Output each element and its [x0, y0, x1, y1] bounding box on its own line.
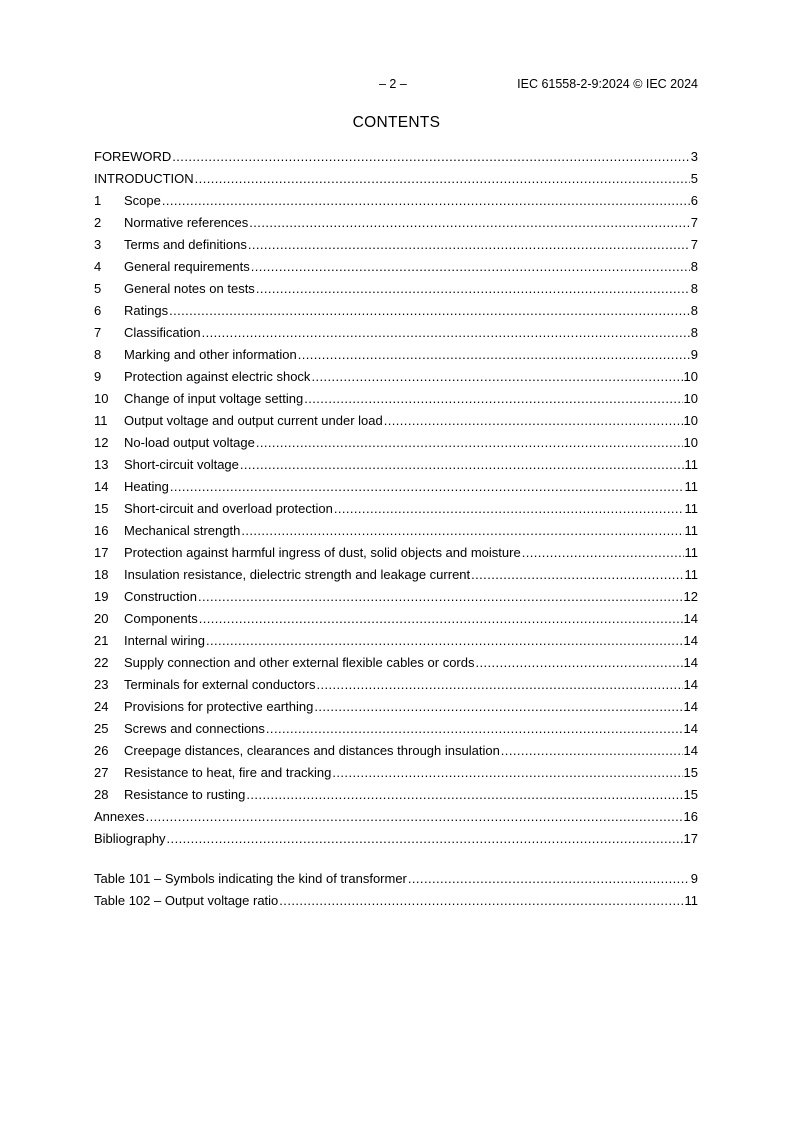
toc-entry[interactable]	[94, 498, 698, 520]
toc-entry-label: Resistance to heat, fire and tracking	[124, 765, 332, 780]
toc-entry[interactable]	[94, 366, 698, 388]
toc-entry[interactable]	[94, 146, 698, 168]
dot-leader	[384, 410, 683, 432]
document-identifier: IEC 61558-2-9:2024 © IEC 2024	[517, 77, 698, 91]
dot-leader	[199, 608, 683, 630]
page-reference: 5	[690, 171, 698, 186]
dot-leader	[279, 890, 683, 912]
toc-entry-number: 15	[94, 501, 109, 516]
toc-entry-label: Components	[124, 611, 198, 626]
dot-leader	[172, 146, 689, 168]
toc-entry-number: 27	[94, 765, 109, 780]
dot-leader	[202, 322, 690, 344]
toc-entry-number: 23	[94, 677, 109, 692]
toc-entry[interactable]	[94, 454, 698, 476]
toc-entry-label: Resistance to rusting	[124, 787, 246, 802]
dot-leader	[408, 868, 690, 890]
toc-entry-label: Insulation resistance, dielectric strength and leakage current	[124, 567, 471, 582]
page-reference: 16	[683, 809, 698, 824]
toc-entry-number: 21	[94, 633, 109, 648]
toc-entry-label: Terminals for external conductors	[124, 677, 316, 692]
toc-entry-label: Classification	[124, 325, 201, 340]
page-reference: 11	[684, 523, 698, 538]
page-reference: 14	[683, 633, 698, 648]
toc-entry[interactable]	[94, 322, 698, 344]
toc-entry[interactable]	[94, 674, 698, 696]
page-reference: 12	[683, 589, 698, 604]
toc-entry[interactable]	[94, 608, 698, 630]
dot-leader	[195, 168, 690, 190]
dot-leader	[146, 806, 683, 828]
contents-title: CONTENTS	[352, 114, 441, 131]
page-reference: 14	[683, 699, 698, 714]
toc-entry[interactable]	[94, 564, 698, 586]
dot-leader	[256, 432, 683, 454]
toc-entry[interactable]	[94, 520, 698, 542]
dot-leader	[476, 652, 683, 674]
page-reference: 14	[683, 611, 698, 626]
toc-entry[interactable]	[94, 718, 698, 740]
toc-entry-label: Protection against harmful ingress of dust, solid objects and moisture	[124, 545, 521, 560]
page-reference: 10	[683, 413, 698, 428]
table-of-contents	[94, 146, 698, 850]
page-reference: 8	[690, 259, 698, 274]
toc-entry[interactable]	[94, 344, 698, 366]
toc-entry-number: 10	[94, 391, 109, 406]
dot-leader	[246, 784, 682, 806]
table-list-entry[interactable]	[94, 890, 698, 912]
page-reference: 14	[683, 677, 698, 692]
page-reference: 11	[684, 567, 698, 582]
toc-entry-label: Change of input voltage setting	[124, 391, 304, 406]
toc-entry[interactable]	[94, 586, 698, 608]
page-reference: 10	[683, 369, 698, 384]
toc-entry-label: Provisions for protective earthing	[124, 699, 314, 714]
toc-entry-number: 13	[94, 457, 109, 472]
dot-leader	[251, 256, 690, 278]
toc-entry[interactable]	[94, 234, 698, 256]
toc-entry[interactable]	[94, 212, 698, 234]
page-reference: 11	[684, 479, 698, 494]
page-reference: 7	[690, 215, 698, 230]
toc-entry[interactable]	[94, 476, 698, 498]
toc-entry[interactable]	[94, 740, 698, 762]
page-reference: 8	[690, 325, 698, 340]
dot-leader	[316, 674, 682, 696]
toc-entry[interactable]	[94, 542, 698, 564]
dot-leader	[169, 300, 690, 322]
toc-entry[interactable]	[94, 300, 698, 322]
page-reference: 9	[690, 347, 698, 362]
toc-entry-number: 4	[94, 259, 102, 274]
toc-entry-label: Bibliography	[94, 831, 166, 846]
toc-entry[interactable]	[94, 806, 698, 828]
dot-leader	[266, 718, 683, 740]
page-reference: 14	[683, 721, 698, 736]
toc-entry-label: Short-circuit and overload protection	[124, 501, 333, 516]
toc-entry-label: Protection against electric shock	[124, 369, 311, 384]
page-reference: 11	[684, 545, 698, 560]
toc-entry-label: Scope	[124, 193, 161, 208]
dot-leader	[311, 366, 682, 388]
toc-entry-number: 22	[94, 655, 109, 670]
table-entry-label: Table 102 – Output voltage ratio	[94, 893, 279, 908]
toc-entry-number: 26	[94, 743, 109, 758]
list-of-tables	[94, 868, 698, 912]
toc-entry[interactable]	[94, 696, 698, 718]
toc-entry[interactable]	[94, 432, 698, 454]
toc-entry-number: 24	[94, 699, 109, 714]
toc-entry-label: FOREWORD	[94, 149, 172, 164]
toc-entry-label: Supply connection and other external flexible cables or cords	[124, 655, 475, 670]
toc-entry-number: 11	[94, 413, 108, 428]
dot-leader	[206, 630, 683, 652]
toc-entry-label: Normative references	[124, 215, 249, 230]
dot-leader	[334, 498, 684, 520]
page-reference: 15	[683, 787, 698, 802]
table-list-entry[interactable]	[94, 868, 698, 890]
toc-entry-number: 14	[94, 479, 109, 494]
dot-leader	[198, 586, 683, 608]
toc-entry-number: 8	[94, 347, 102, 362]
dot-leader	[162, 190, 690, 212]
toc-entry-number: 6	[94, 303, 102, 318]
toc-entry-label: Internal wiring	[124, 633, 205, 648]
dot-leader	[256, 278, 690, 300]
page-reference: 10	[683, 391, 698, 406]
page-reference: 17	[683, 831, 698, 846]
toc-entry-number: 3	[94, 237, 102, 252]
page-header	[94, 77, 698, 93]
toc-entry-number: 12	[94, 435, 109, 450]
dot-leader	[167, 828, 683, 850]
toc-entry[interactable]	[94, 630, 698, 652]
page-reference: 10	[683, 435, 698, 450]
page-number: – 2 –	[379, 77, 407, 91]
toc-entry-number: 18	[94, 567, 109, 582]
page-reference: 11	[684, 457, 698, 472]
page-reference: 14	[683, 743, 698, 758]
toc-entry-label: Ratings	[124, 303, 169, 318]
toc-entry-label: Marking and other information	[124, 347, 297, 362]
dot-leader	[249, 212, 689, 234]
dot-leader	[304, 388, 682, 410]
page-reference: 14	[683, 655, 698, 670]
toc-entry-label: Heating	[124, 479, 169, 494]
dot-leader	[240, 454, 684, 476]
toc-entry-number: 19	[94, 589, 109, 604]
toc-entry[interactable]	[94, 190, 698, 212]
toc-entry[interactable]	[94, 278, 698, 300]
page-reference: 11	[684, 893, 698, 908]
toc-entry[interactable]	[94, 828, 698, 850]
toc-entry-number: 25	[94, 721, 109, 736]
toc-entry-label: General requirements	[124, 259, 250, 274]
toc-entry-number: 5	[94, 281, 102, 296]
toc-entry-number: 17	[94, 545, 109, 560]
dot-leader	[471, 564, 683, 586]
toc-entry-label: Mechanical strength	[124, 523, 241, 538]
toc-entry-label: Short-circuit voltage	[124, 457, 239, 472]
toc-entry-number: 28	[94, 787, 109, 802]
dot-leader	[314, 696, 682, 718]
toc-entry-label: General notes on tests	[124, 281, 255, 296]
dot-leader	[170, 476, 684, 498]
toc-entry[interactable]	[94, 784, 698, 806]
toc-entry[interactable]	[94, 168, 698, 190]
page-reference: 15	[683, 765, 698, 780]
toc-entry[interactable]	[94, 762, 698, 784]
toc-entry-label: Annexes	[94, 809, 145, 824]
page-reference: 9	[690, 871, 698, 886]
dot-leader	[248, 234, 690, 256]
page-reference: 8	[690, 303, 698, 318]
page-reference: 8	[690, 281, 698, 296]
toc-entry-number: 7	[94, 325, 102, 340]
toc-entry[interactable]	[94, 256, 698, 278]
page-reference: 11	[684, 501, 698, 516]
toc-entry-number: 2	[94, 215, 102, 230]
dot-leader	[241, 520, 683, 542]
toc-entry-number: 20	[94, 611, 109, 626]
dot-leader	[501, 740, 683, 762]
toc-entry-label: Creepage distances, clearances and distances through insulation	[124, 743, 500, 758]
toc-entry-number: 9	[94, 369, 102, 384]
page-reference: 3	[690, 149, 698, 164]
dot-leader	[298, 344, 690, 366]
toc-entry-number: 1	[94, 193, 102, 208]
dot-leader	[522, 542, 684, 564]
toc-entry-label: Output voltage and output current under load	[124, 413, 383, 428]
toc-entry[interactable]	[94, 388, 698, 410]
toc-entry-label: Terms and definitions	[124, 237, 247, 252]
toc-entry-label: Screws and connections	[124, 721, 265, 736]
table-entry-label: Table 101 – Symbols indicating the kind of transformer	[94, 871, 407, 886]
toc-entry-number: 16	[94, 523, 109, 538]
toc-entry-label: No-load output voltage	[124, 435, 255, 450]
toc-entry[interactable]	[94, 410, 698, 432]
toc-entry[interactable]	[94, 652, 698, 674]
toc-entry-label: INTRODUCTION	[94, 171, 194, 186]
dot-leader	[332, 762, 682, 784]
toc-entry-label: Construction	[124, 589, 197, 604]
page-reference: 7	[690, 237, 698, 252]
page-reference: 6	[690, 193, 698, 208]
